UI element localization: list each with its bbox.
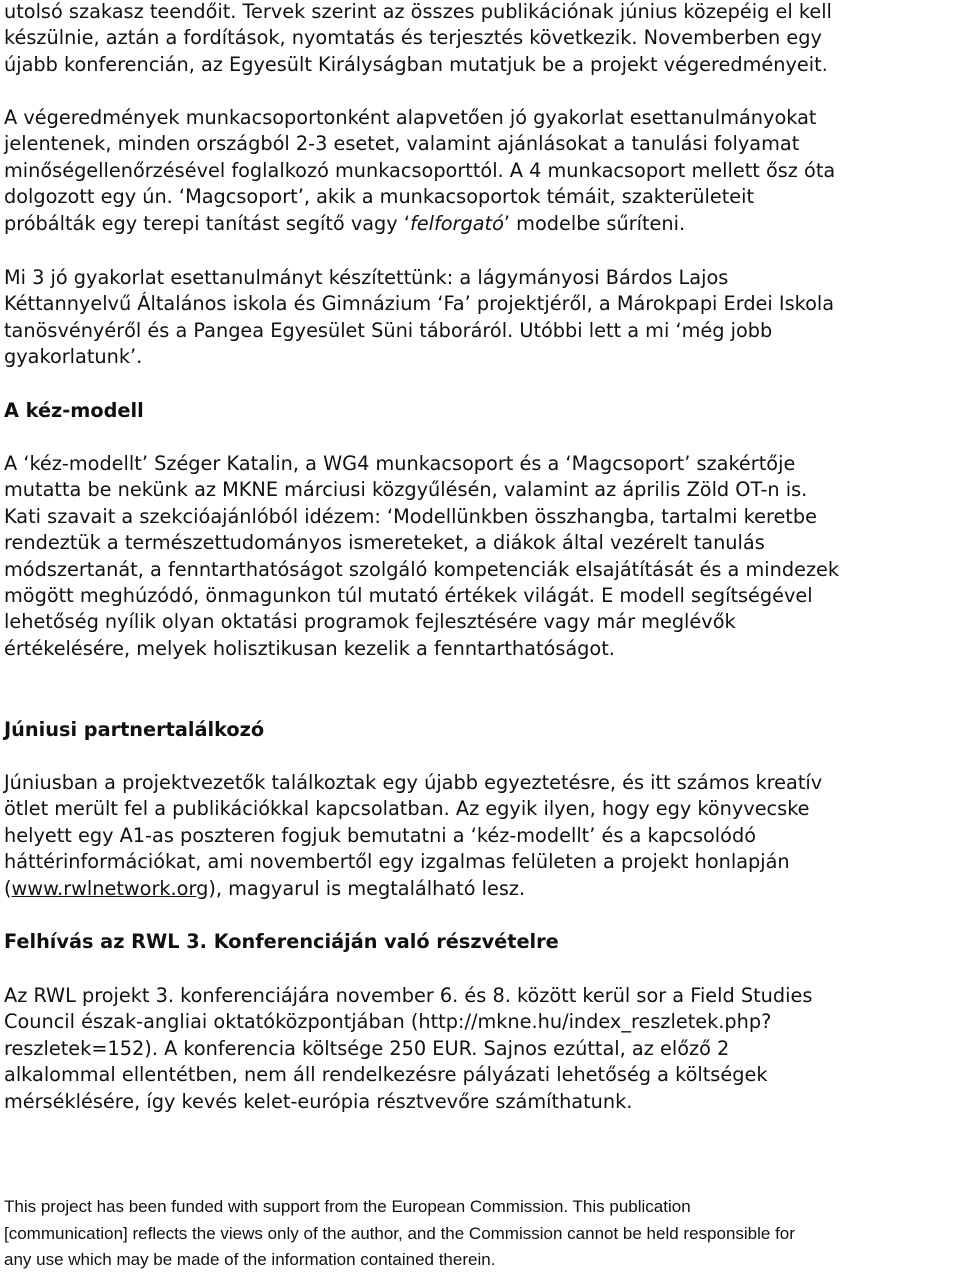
text-line: ötlet merült fel a publikációkkal kapcsolatban. Az egyik ilyen, hogy egy könyvecske	[4, 797, 810, 821]
text-line: A ‘kéz-modellt’ Széger Katalin, a WG4 munkacsoport és a ‘Magcsoport’ szakértője	[4, 452, 796, 475]
section-heading-kez-modell: A kéz-modell	[4, 399, 144, 422]
kez-modell-paragraph	[4, 451, 839, 662]
text-line: háttérinformációkat, ami novembertől egy izgalmas felületen a projekt honlapján	[4, 850, 790, 874]
text-line: rendeztük a természettudományos ismereteket, a diákok által vezérelt tanulás	[4, 531, 765, 555]
text-line: Júniusban a projektvezetők találkoztak egy újabb egyeztetésre, és itt számos kreatív	[4, 771, 823, 794]
text-line: any use which may be made of the information contained therein.	[4, 1250, 496, 1269]
text-segment: ’ modelbe sűríteni.	[503, 211, 686, 235]
text-line: Mi 3 jó gyakorlat esettanulmányt készítettünk: a lágymányosi Bárdos Lajos	[4, 266, 729, 289]
text-line: Kati szavait a szekcióajánlóból idézem: ‘Modellünkben összhangba, tartalmi keretbe	[4, 504, 817, 528]
text-segment: ), magyarul is megtalálható lesz.	[208, 876, 526, 900]
text-line: [communication] reflects the views only of the author, and the Commission cannot be held responsible for	[4, 1223, 795, 1243]
text-line: minőségellenőrzésével foglalkozó munkacsoporttól. A 4 munkacsoport mellett ősz óta	[4, 158, 836, 182]
juniusi-paragraph	[4, 770, 822, 902]
text-line: újabb konferencián, az Egyesült Királyságban mutatjuk be a projekt végeredményeit.	[4, 52, 828, 76]
rwlnetwork-link[interactable]: www.rwlnetwork.org	[11, 876, 209, 900]
funding-disclaimer	[4, 1194, 795, 1274]
text-line: módszertanát, a fenntarthatóságot szolgáló kompetenciák elsajátítását és a mindezek	[4, 557, 840, 581]
text-line: mérséklésére, így kevés kelet-európia résztvevőre számíthatunk.	[4, 1089, 633, 1113]
felhivas-paragraph	[4, 983, 812, 1115]
results-paragraph	[4, 105, 835, 237]
section-heading-felhivas: Felhívás az RWL 3. Konferenciáján való részvételre	[4, 930, 559, 953]
case-studies-paragraph	[4, 265, 834, 371]
text-line: Az RWL projekt 3. konferenciájára november 6. és 8. között kerül sor a Field Studies	[4, 984, 813, 1007]
text-line	[4, 876, 822, 902]
text-line: utolsó szakasz teendőit. Tervek szerint az összes publikációnak június közepéig el kell	[4, 0, 832, 23]
text-line: Kéttannyelvű Általános iskola és Gimnázium ‘Fa’ projektjéről, a Márokpapi Erdei Iskola	[4, 292, 835, 316]
text-segment: próbálták egy terepi tanítást segítő vagy ‘	[4, 211, 410, 235]
text-line: dolgozott egy ún. ‘Magcsoport’, akik a munkacsoportok témáit, szakterületeit	[4, 185, 755, 209]
text-line: Council észak-angliai oktatóközpontjában (http://mkne.hu/index_reszletek.php?	[4, 1010, 772, 1034]
text-line: tanösvényéről és a Pangea Egyesület Süni táboráról. Utóbbi lett a mi ‘még jobb	[4, 318, 773, 342]
text-line: alkalommal ellentétben, nem áll rendelkezésre pályázati lehetőség a költségek	[4, 1063, 768, 1087]
text-line	[4, 211, 835, 237]
text-line: készülnie, aztán a fordítások, nyomtatás és terjesztés következik. Novemberben egy	[4, 26, 822, 50]
text-line: mögött meghúzódó, önmagunkon túl mutató értékek világát. E modell segítségével	[4, 584, 813, 608]
text-line: értékelésére, melyek holisztikusan kezelik a fenntarthatóságot.	[4, 636, 615, 660]
text-line: jelentenek, minden országból 2-3 esetet, valamint ajánlásokat a tanulási folyamat	[4, 132, 800, 156]
text-line: This project has been funded with support from the European Commission. This publication	[4, 1197, 691, 1216]
text-line: lehetőség nyílik olyan oktatási programok fejlesztésére vagy már meglévők	[4, 610, 736, 634]
text-line: A végeredmények munkacsoportonként alapvetően jó gyakorlat esettanulmányokat	[4, 106, 817, 129]
text-line: reszletek=152). A konferencia költsége 250 EUR. Sajnos ezúttal, az előző 2	[4, 1036, 730, 1060]
text-line: helyett egy A1-as poszteren fogjuk bemutatni a ‘kéz-modellt’ és a kapcsolódó	[4, 823, 756, 847]
section-heading-juniusi: Júniusi partnertalálkozó	[4, 718, 265, 741]
text-segment: (	[4, 876, 12, 900]
text-line: mutatta be nekünk az MKNE márciusi közgyűlésén, valamint az április Zöld OT-n is.	[4, 478, 808, 502]
intro-paragraph	[4, 0, 832, 78]
italic-term: felforgató	[409, 211, 504, 235]
text-line: gyakorlatunk’.	[4, 345, 143, 369]
